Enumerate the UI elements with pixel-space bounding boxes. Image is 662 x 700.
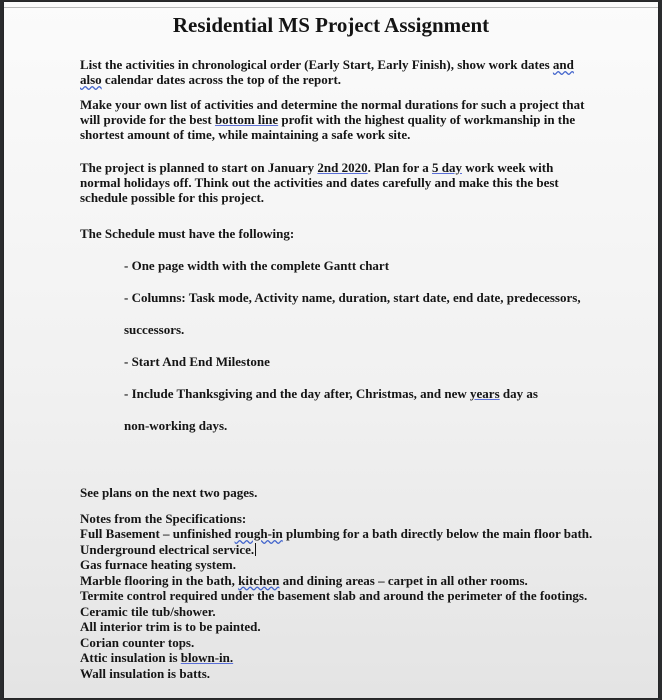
top-rule	[4, 7, 658, 8]
text-line: Make your own list of activities and determine the normal durations for such a project that	[80, 97, 585, 112]
text-span: blown-in.	[180, 650, 234, 665]
text-span: Underground electrical service.	[80, 541, 255, 557]
text-span: 5 day	[432, 160, 462, 175]
requirement-item: non-working days.	[124, 418, 228, 433]
text-span: calendar dates across the top of the report.	[101, 72, 342, 87]
document-page	[4, 2, 658, 698]
note-line: Corian counter tops.	[80, 634, 195, 650]
text-span: 2nd 2020	[317, 160, 368, 175]
note-line: Termite control required under the basement slab and around the perimeter of the footings.	[80, 588, 588, 603]
text-span: profit with the highest quality of workmanship in the	[278, 112, 576, 127]
note-line: Gas furnace heating system.	[80, 557, 236, 572]
paragraph-instructions	[80, 57, 574, 87]
text-span: also	[80, 72, 102, 87]
text-span: years	[470, 386, 500, 401]
text-span: Marble flooring in the bath,	[80, 572, 239, 588]
text-span: List the activities in chronological order (Early Start, Early Finish), show work dates	[80, 57, 553, 72]
text-span: work week with	[462, 160, 554, 175]
text-span: The project is planned to start on January	[80, 160, 318, 175]
text-span: . Plan for a	[367, 160, 433, 175]
text-span: Full Basement – unfinished	[80, 526, 235, 541]
note-line: All interior trim is to be painted.	[80, 619, 261, 634]
paragraph-start-date	[80, 160, 559, 205]
note-line: Wall insulation is batts.	[80, 665, 211, 681]
text-span: kitchen	[238, 572, 280, 588]
see-plans-note: See plans on the next two pages.	[80, 485, 258, 500]
text-span: and dining areas – carpet in all other rooms.	[279, 572, 528, 588]
paragraph-durations	[80, 97, 584, 142]
notes-heading: Notes from the Specifications:	[80, 510, 247, 526]
text-span: rough-in	[234, 526, 283, 541]
text-line: schedule possible for this project.	[80, 190, 265, 205]
specification-notes	[80, 485, 592, 681]
requirement-item: - Start And End Milestone	[124, 354, 270, 369]
text-span: Attic insulation is	[80, 650, 181, 665]
requirement-item: successors.	[124, 322, 185, 337]
text-line: shortest amount of time, while maintaining a safe work site.	[80, 127, 411, 142]
requirement-item: - One page width with the complete Gantt chart	[124, 258, 390, 273]
note-line: Ceramic tile tub/shower.	[80, 603, 216, 619]
text-span: bottom line	[214, 112, 279, 127]
text-span: and	[552, 57, 574, 72]
text-span: plumbing for a bath directly below the main floor bath.	[282, 526, 593, 541]
schedule-heading: The Schedule must have the following:	[80, 226, 295, 241]
page-title: Residential MS Project Assignment	[172, 13, 490, 37]
text-span: day as	[499, 386, 538, 401]
text-span: will provide for the best	[80, 112, 215, 127]
text-cursor	[255, 543, 256, 556]
text-line: normal holidays off. Think out the activities and dates carefully and make this the best	[80, 175, 559, 190]
text-span: - Include Thanksgiving and the day after, Christmas, and new	[124, 386, 471, 401]
requirement-item: - Columns: Task mode, Activity name, duration, start date, end date, predecessors,	[124, 290, 581, 305]
